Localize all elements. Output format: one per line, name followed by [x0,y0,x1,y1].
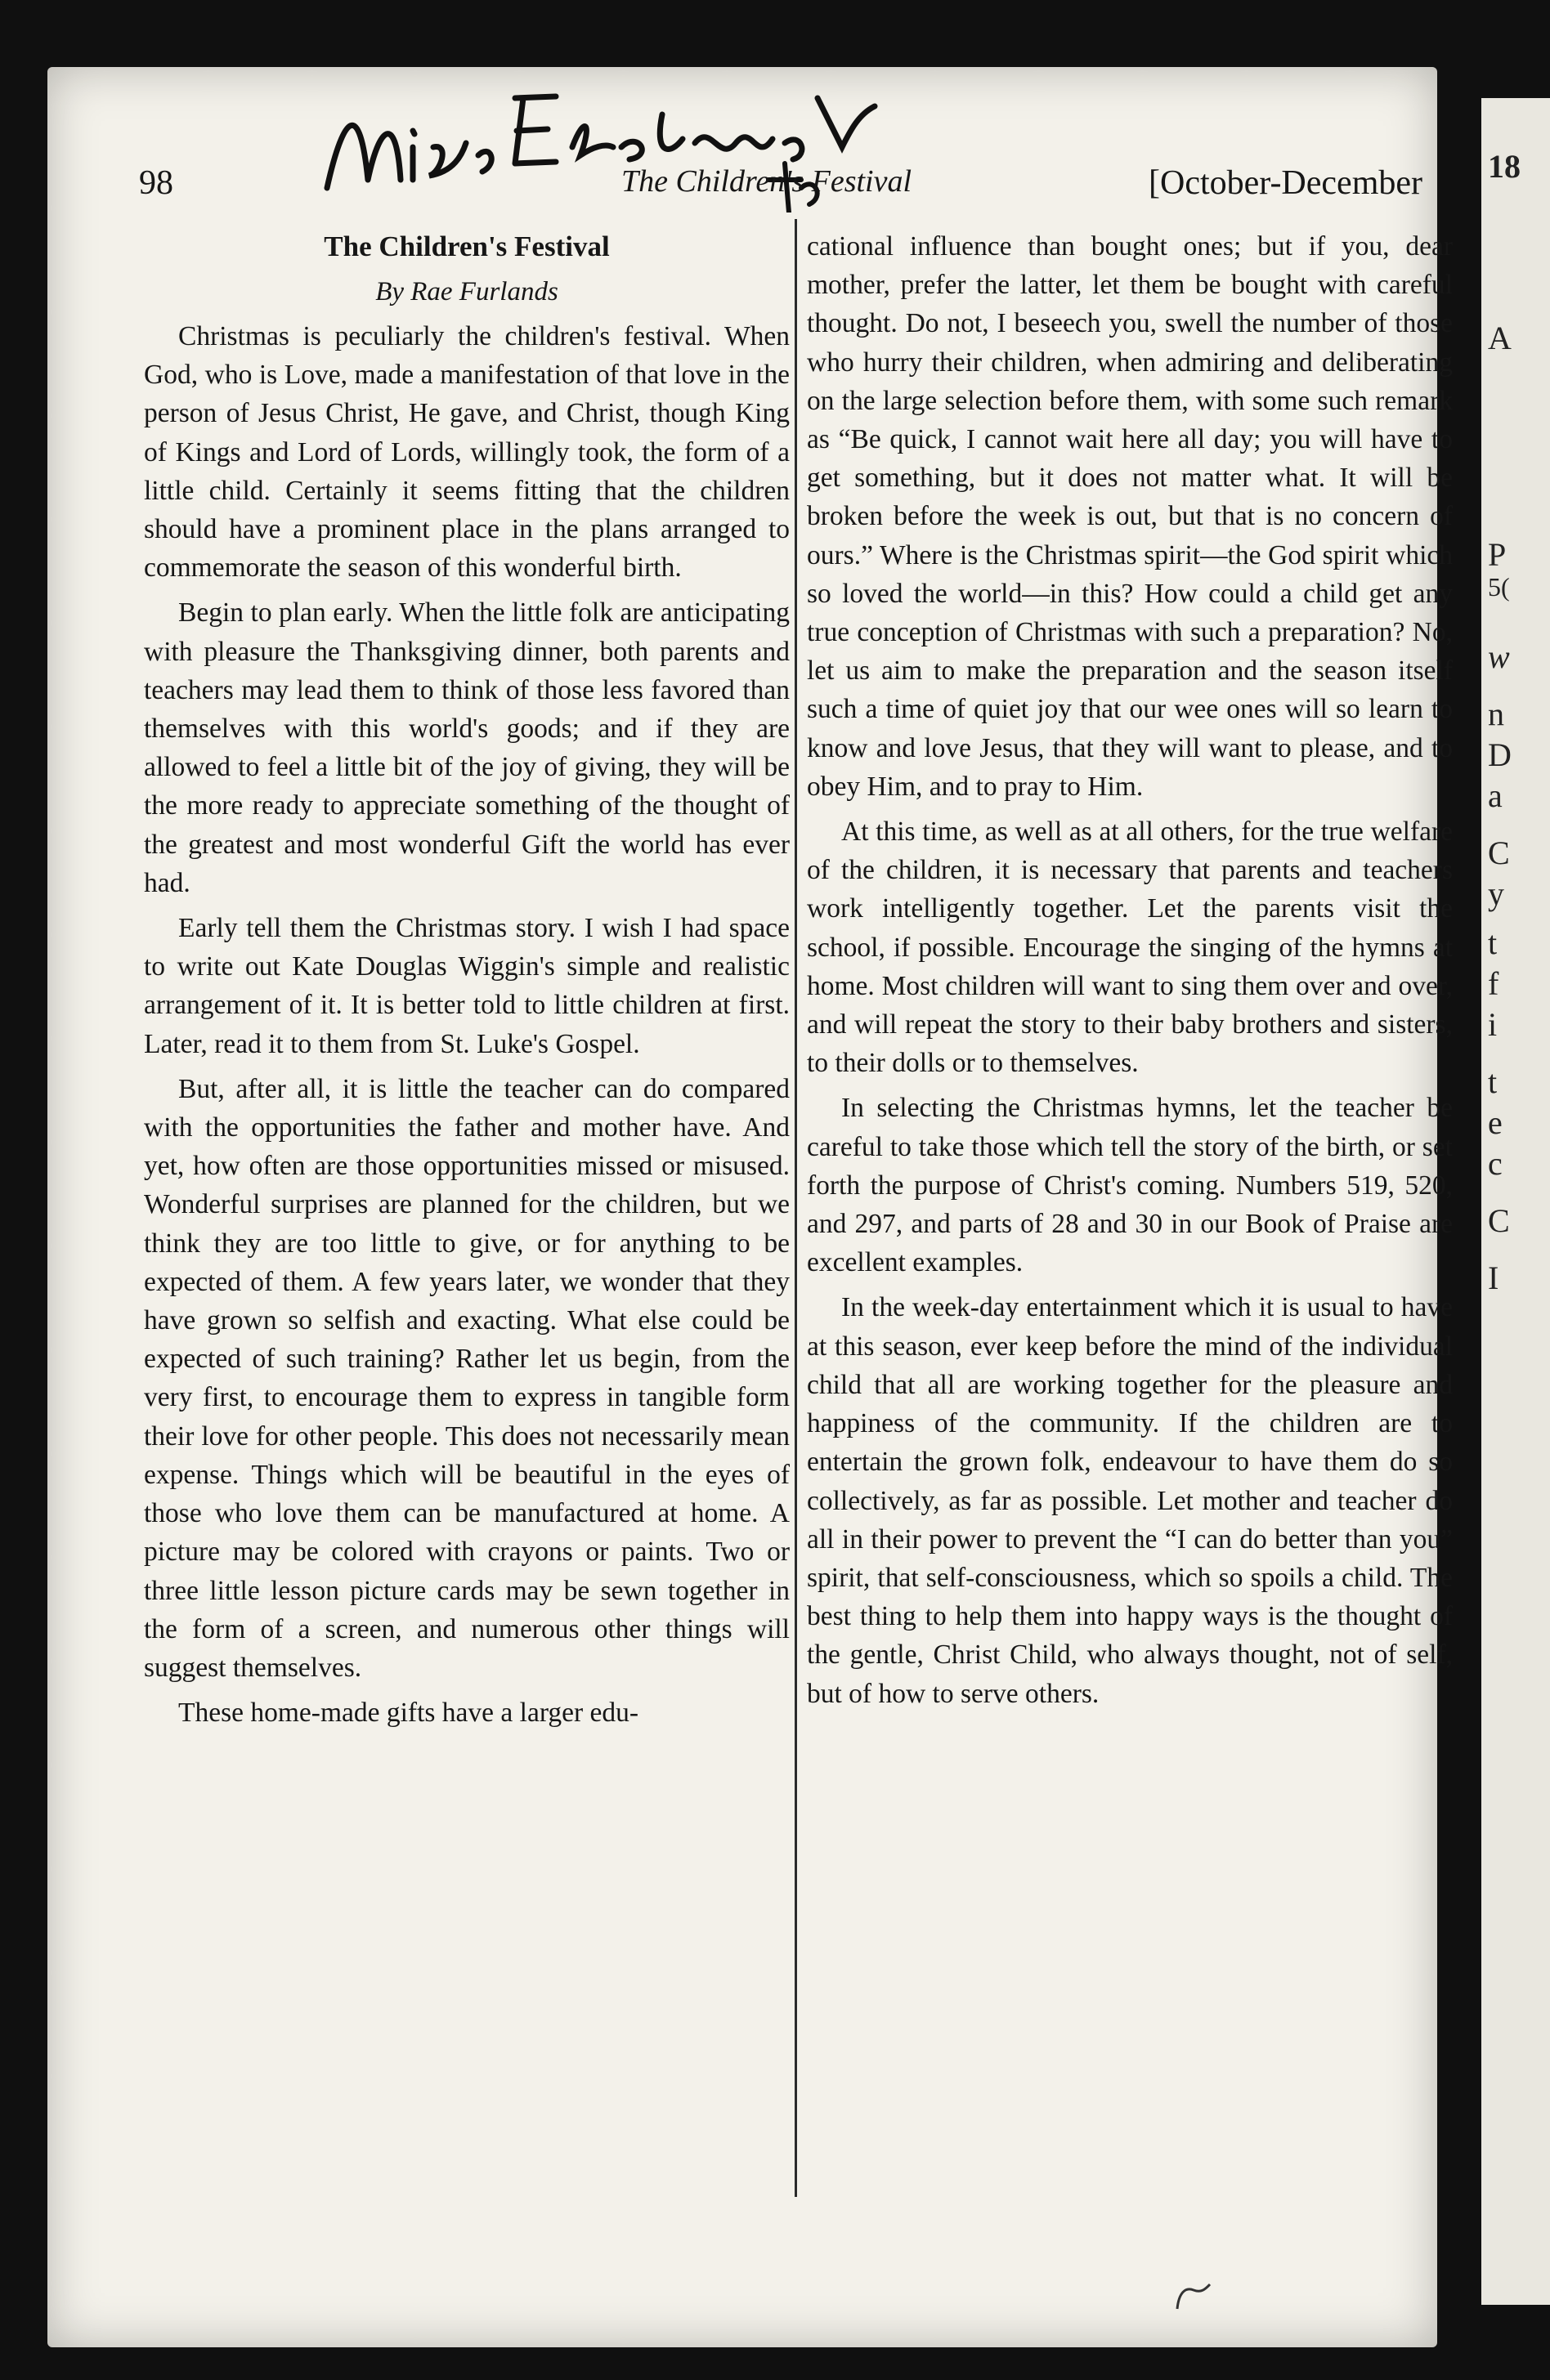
adjacent-fragment: w [1488,638,1510,675]
paragraph: cational influence than bought ones; but if you, dear mother, prefer the latter, let them be bought with careful thought. Do not, I beseech you, swell the number of those who hurry their children, when admiring and deliberating on the large selection before them, with some such remark as “Be quick, I cannot wait here all day; you will have to get something, but it does not matter what. It will be broken before the week is out, but that is no concern of ours.” Where is the Christmas spirit—the God spirit which so loved the world—in this? How could a child get any true conception of Christmas with such a preparation? No, let us aim to make the preparation and the season itself such a time of quiet joy that our wee ones will so learn to know and love Jesus, that they will want to please, and to obey Him, and to pray to Him. [807,231,1453,802]
adjacent-fragment: i [1488,1006,1498,1043]
adjacent-fragment: P [1488,536,1507,573]
adjacent-fragment: A [1488,320,1512,356]
adjacent-fragment: 5( [1488,572,1510,602]
adjacent-fragment: I [1488,1259,1499,1296]
adjacent-fragment: f [1488,965,1499,1002]
pencil-mark [1169,2280,1218,2313]
adjacent-fragment: 18 [1488,148,1521,185]
paragraph: But, after all, it is little the teacher can do compared with the opportunities the father and mother have. And yet, how often are those opportunities missed or misused. Wonderful surprises are planned for the children, but we think they are too little to give, or for anything to be expected of them. A few years later, we wonder that they have grown so selfish and exacting. What else could be expected of such training? Rather let us begin, from the very first, to encourage them to express in tangible form their love for other people. This does not necessarily mean expense. Things which will be beautiful in the eyes of those who love them can be manufactured at home. A picture may be colored with crayons or paints. Two or three little lesson picture cards may be sewn together in the form of a screen, and numerous other things will suggest themselves. [144,1073,790,1683]
paragraph: These home-made gifts have a larger edu- [178,1698,639,1729]
paragraph: Begin to plan early. When the little folk are anticipating with pleasure the Thanksgiving dinner, both parents and teachers may lead them to think of those less favored than themselves with this world's goods; and if they are allowed to feel a little bit of the joy of giving, they will be the more ready to appreciate something of the thought of the greatest and most wonderful Gift the world has ever had. [144,597,790,898]
paragraph: In the week-day entertainment which it is usual to have at this season, ever keep before the mind of the individual child that all are working together for the pleasure and happiness of the community. If the children are to entertain the grown folk, endeavour to have them do so collectively, as far as possible. Let mother and teacher do all in their power to prevent the “I can do better than you” spirit, that self-consciousness, which so spoils a child. The best thing to help them into happy ways is the thought of the gentle, Christ Child, who always thought, not of self, but of how to serve others. [807,1292,1453,1709]
left-column [144,227,790,1738]
paragraph: In selecting the Christmas hymns, let the teacher be careful to take those which tell the story of the birth, or set forth the purpose of Christ's coming. Numbers 519, 520, and 297, and parts of 28 and 30 in our Book of Praise are excellent examples. [807,1093,1453,1278]
adjacent-fragment: a [1488,777,1503,814]
running-title: The Children's Festival [621,164,912,199]
adjacent-fragment: n [1488,696,1504,732]
article-byline: By Rae Furlands [375,277,558,306]
issue-label: [October-December [1149,164,1422,202]
page-number: 98 [139,164,173,202]
paragraph: Early tell them the Christmas story. I wish I had space to write out Kate Douglas Wiggin's simple and realistic arrangement of it. It is better told to little children at first. Later, read it to them from St. Luke's Gospel. [144,913,790,1059]
adjacent-fragment: t [1488,1063,1498,1100]
column-divider [795,219,797,2197]
adjacent-fragment: c [1488,1145,1503,1182]
adjacent-page-edge [1481,98,1550,2305]
article-title: The Children's Festival [324,230,610,262]
adjacent-fragment: D [1488,736,1512,773]
paragraph: Christmas is peculiarly the children's festival. When God, who is Love, made a manifestation of that love in the person of Jesus Christ, He gave, and Christ, though King of Kings and Lord of Lords, willingly took, the form of a little child. Certainly it seems fitting that the children should have a prominent place in the plans arranged to commemorate the season of this wonderful birth. [144,321,790,584]
running-header [139,163,1422,212]
adjacent-fragment: t [1488,924,1498,961]
adjacent-fragment: C [1488,1202,1510,1239]
right-column [807,227,1453,1720]
adjacent-fragment: y [1488,875,1504,912]
adjacent-fragment: e [1488,1104,1503,1141]
paragraph: At this time, as well as at all others, for the true welfare of the children, it is necessary that parents and teachers work intelligently together. Let the parents visit the school, if possible. Encourage the singing of the hymns at home. Most children will want to sing them over and over, and will repeat the story to their baby brothers and sisters, to their dolls or to themselves. [807,816,1453,1079]
adjacent-fragment: C [1488,834,1510,871]
